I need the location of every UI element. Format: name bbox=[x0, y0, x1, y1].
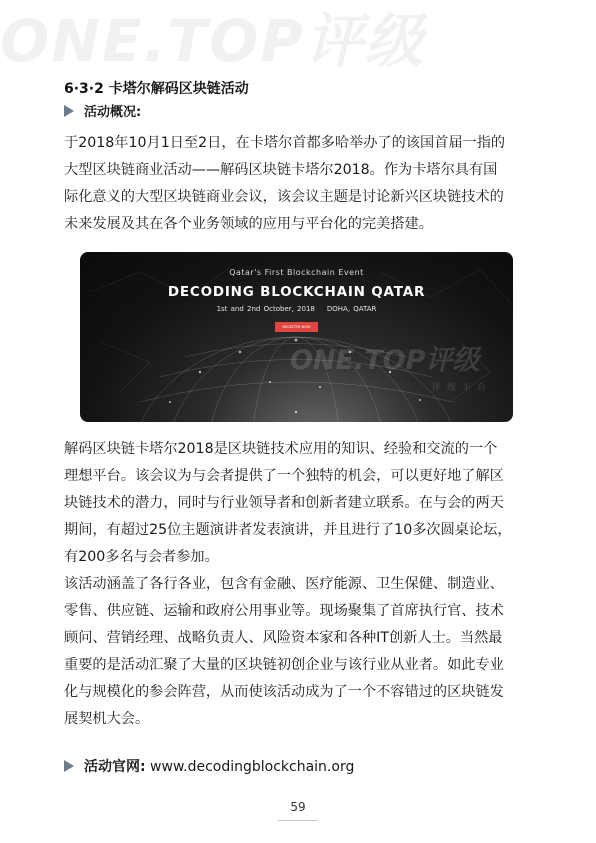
text-line: 重要的是活动汇聚了大量的区块链初创企业与该行业从业者。如此专业 bbox=[64, 657, 504, 673]
text-line: 于2018年10月1日至2日，在卡塔尔首都多哈举办了的该国首届一指的 bbox=[64, 135, 506, 151]
page-number-rule bbox=[278, 820, 318, 821]
banner-subtitle: Qatar's First Blockchain Event bbox=[229, 268, 364, 277]
overview-bullet bbox=[64, 104, 141, 122]
banner-title: DECODING BLOCKCHAIN QATAR bbox=[167, 284, 426, 300]
globe-network-graphic bbox=[80, 252, 513, 422]
section-title: 6·3·2 卡塔尔解码区块链活动 bbox=[64, 81, 249, 97]
text-line: 解码区块链卡塔尔2018是区块链技术应用的知识、经验和交流的一个 bbox=[64, 441, 498, 457]
text-line: 化与规模化的参会阵营，从而使该活动成为了一个不容错过的区块链发 bbox=[64, 684, 504, 700]
banner-location: DOHA, QATAR bbox=[326, 305, 377, 313]
body-paragraphs bbox=[64, 436, 542, 733]
text-line: 期间，有超过25位主题演讲者发表演讲，并且进行了10多次圆桌论坛， bbox=[64, 522, 512, 538]
triangle-bullet-icon bbox=[64, 760, 74, 772]
banner-watermark: ONE.TOP评级 bbox=[290, 345, 480, 376]
event-banner-image bbox=[80, 252, 513, 422]
banner-dates: 1st and 2nd October, 2018 bbox=[216, 305, 315, 313]
intro-paragraph bbox=[64, 130, 542, 238]
text-line: 有200多名与会者参加。 bbox=[64, 549, 219, 565]
banner-watermark-sub: 评级平台 bbox=[432, 383, 493, 393]
website-label: 活动官网: bbox=[84, 759, 146, 775]
overview-label: 活动概况: bbox=[84, 105, 142, 120]
text-line: 理想平台。该会议为与会者提供了一个独特的机会，可以更好地了解区 bbox=[64, 468, 504, 484]
text-line: 际化意义的大型区块链商业会议，该会议主题是讨论新兴区块链技术的 bbox=[64, 189, 504, 205]
text-line: 该活动涵盖了各行各业，包含有金融、医疗能源、卫生保健、制造业、 bbox=[64, 576, 504, 592]
register-button: REGISTER NOW bbox=[275, 322, 318, 332]
text-line: 零售、供应链、运输和政府公用事业等。现场聚集了首席执行官、技术 bbox=[64, 603, 504, 619]
text-line: 未来发展及其在各个业务领域的应用与平台化的完美搭建。 bbox=[64, 216, 433, 232]
text-line: 顾问、营销经理、战略负责人、风险资本家和各种IT创新人士。当然最 bbox=[64, 630, 503, 646]
website-bullet bbox=[64, 758, 354, 776]
banner-dates-row bbox=[80, 305, 513, 313]
triangle-bullet-icon bbox=[64, 105, 74, 117]
watermark-top: ONE.TOP评级 bbox=[0, 7, 425, 75]
text-line: 块链技术的潜力，同时与行业领导者和创新者建立联系。在与会的两天 bbox=[64, 495, 504, 511]
text-line: 大型区块链商业活动——解码区块链卡塔尔2018。作为卡塔尔具有国 bbox=[64, 162, 498, 178]
text-line: 展契机大会。 bbox=[64, 711, 150, 727]
website-link[interactable]: www.decodingblockchain.org bbox=[145, 759, 355, 775]
page-number: 59 bbox=[290, 800, 306, 814]
